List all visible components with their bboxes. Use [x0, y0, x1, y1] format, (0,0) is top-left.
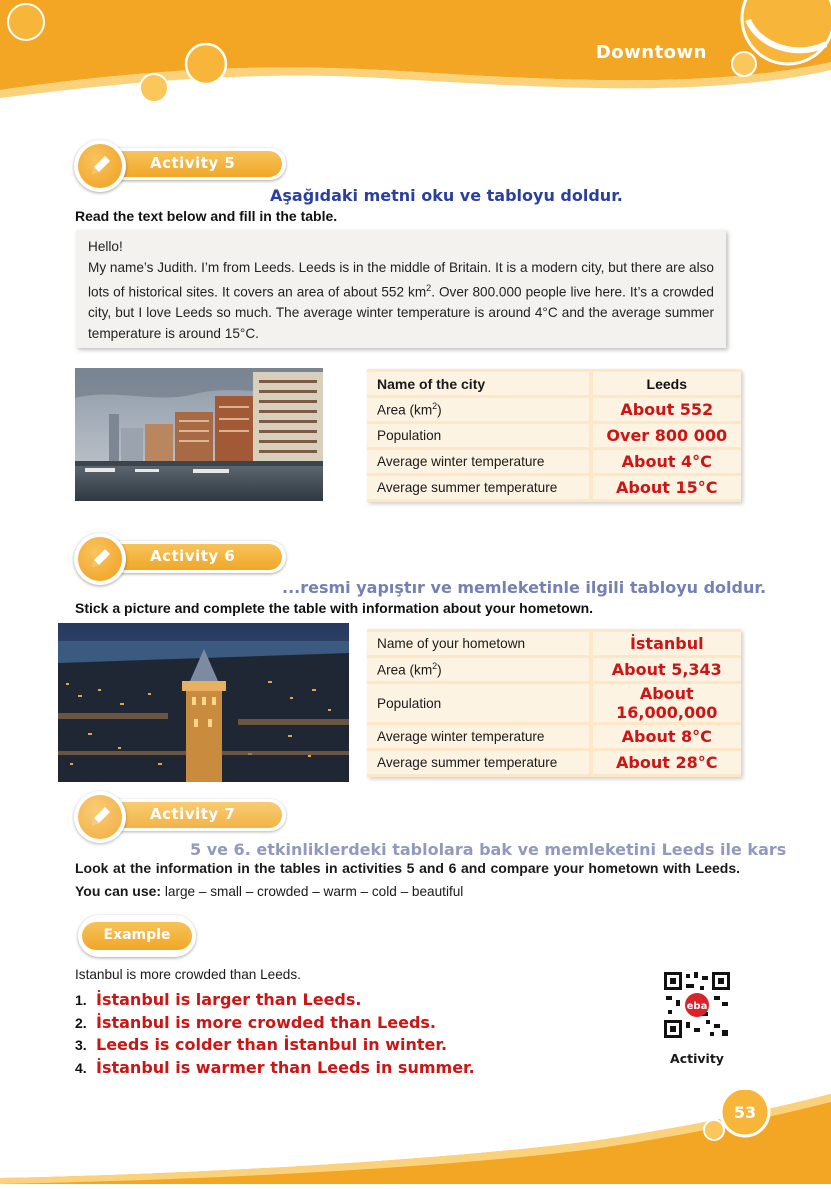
- row-answer: About 15°C: [589, 476, 741, 499]
- istanbul-photo: [58, 623, 349, 782]
- list-item: 1. İstanbul is larger than Leeds.: [75, 990, 362, 1009]
- table-header-value: Leeds: [589, 372, 741, 395]
- row-answer: Over 800 000: [589, 424, 741, 447]
- text-greeting: Hello!: [88, 239, 123, 254]
- row-label: Population: [367, 684, 589, 722]
- row-answer: About 28°C: [589, 751, 741, 774]
- svg-text:eba: eba: [686, 1001, 708, 1012]
- qr-code[interactable]: [664, 972, 730, 1038]
- example-sentence: Istanbul is more crowded than Leeds.: [75, 967, 301, 982]
- activity-6-label: Activity 6: [150, 547, 236, 565]
- row-label: Name of your hometown: [367, 632, 589, 655]
- reading-text-box: [76, 230, 726, 348]
- activity-5-instruction-tr: Aşağıdaki metni oku ve tabloyu doldur.: [270, 186, 623, 205]
- table-row: [367, 450, 741, 473]
- list-item: 3. Leeds is colder than İstanbul in winter.: [75, 1035, 448, 1054]
- activity-5-label: Activity 5: [150, 154, 236, 172]
- example-badge: [78, 915, 196, 957]
- text-body: My name’s Judith. I’m from Leeds. Leeds is in the middle of Britain. It is a modern city, but there are also lots of historical sites. It covers an area of about 552 $km^2$. Over 800.000 people live here. It’s a crowded city, but I love Leeds so much. The average winter temperature is around 4°C and the average summer temperature is around 15°C.: [88, 259, 714, 341]
- activity-5-instruction: Read the text below and fill in the table.: [75, 208, 338, 224]
- activity-7-instruction: Look at the information in the tables in activities 5 and 6 and compare your hometown with Leeds. You can use: large – small – crowded – warm – cold – beautiful: [75, 860, 740, 899]
- table-row: [367, 632, 741, 655]
- activity-6-instruction-tr: ...resmi yapıştır ve memleketinle ilgili tabloyu doldur.: [282, 578, 767, 597]
- pencil-icon: [86, 152, 114, 180]
- table-row: [367, 725, 741, 748]
- table-row: [367, 372, 741, 395]
- row-label: Average summer temperature: [367, 476, 589, 499]
- activity-7-badge: [74, 791, 294, 843]
- row-answer: About 552: [589, 398, 741, 421]
- example-label: Example: [103, 927, 171, 943]
- table-row: [367, 398, 741, 421]
- answers-list: [75, 990, 635, 1080]
- row-answer: About 4°C: [589, 450, 741, 473]
- leeds-table: [367, 369, 741, 502]
- table-row: [367, 751, 741, 774]
- activity-6-badge: [74, 533, 294, 585]
- table-row: [367, 658, 741, 681]
- activity-7-label: Activity 7: [150, 805, 236, 823]
- pencil-icon: [86, 545, 114, 573]
- table-row: [367, 684, 741, 722]
- table-header-label: Name of the city: [367, 372, 589, 395]
- leeds-photo: [75, 368, 323, 501]
- row-answer: About 16,000,000: [589, 684, 741, 722]
- hometown-table: [367, 629, 741, 777]
- row-label: Average winter temperature: [367, 725, 589, 748]
- row-answer: About 8°C: [589, 725, 741, 748]
- page-number: 53: [733, 1103, 757, 1122]
- row-answer: About 5,343: [589, 658, 741, 681]
- list-item: 2. İstanbul is more crowded than Leeds.: [75, 1012, 436, 1032]
- activity-7-instruction-tr: 5 ve 6. etkinliklerdeki tablolara bak ve memleketini Leeds ile kars: [190, 840, 787, 859]
- qr-label: Activity: [670, 1051, 724, 1066]
- row-label: Average summer temperature: [367, 751, 589, 774]
- activity-5-badge: [74, 140, 294, 192]
- table-row: [367, 424, 741, 447]
- row-label: Average winter temperature: [367, 450, 589, 473]
- row-answer: İstanbul: [589, 632, 741, 655]
- row-label: Area $(km^2)$: [367, 658, 589, 681]
- pencil-icon: [86, 803, 114, 831]
- chapter-title: Downtown: [595, 42, 707, 63]
- list-item: 4. İstanbul is warmer than Leeds in summer.: [75, 1057, 475, 1077]
- footer-band: [0, 1090, 831, 1184]
- table-row: [367, 476, 741, 499]
- activity-6-instruction: Stick a picture and complete the table with information about your hometown.: [75, 600, 594, 616]
- row-label: Population: [367, 424, 589, 447]
- row-label: Area $(km^2)$: [367, 398, 589, 421]
